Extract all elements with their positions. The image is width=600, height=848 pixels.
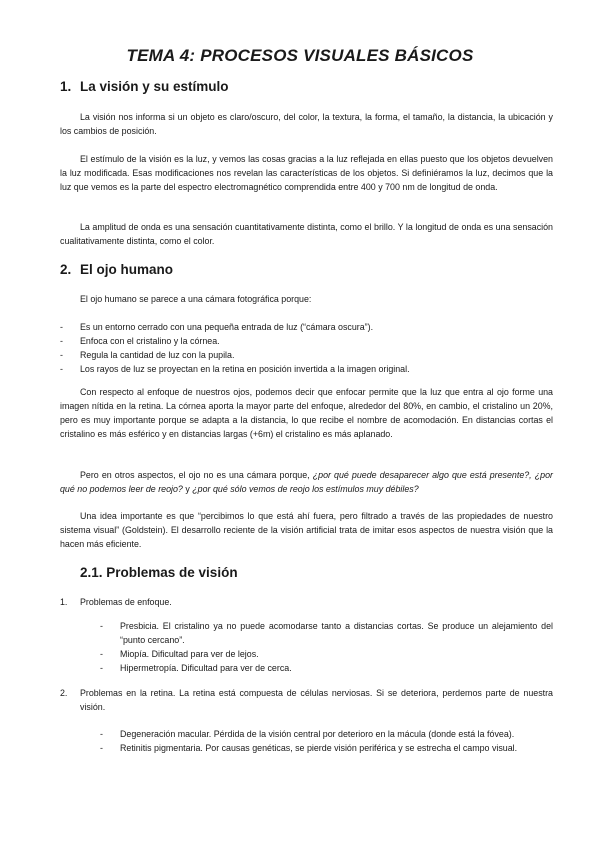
list-item: - Miopía. Dificultad para ver de lejos. <box>100 649 259 659</box>
camera-similarity-list <box>60 320 553 376</box>
list-item: - Degeneración macular. Pérdida de la visión central por deterioro en la mácula (donde está la fóvea). <box>100 729 515 739</box>
list-item: - Regula la cantidad de luz con la pupila. <box>60 350 235 360</box>
list-item: - Presbicia. El cristalino ya no puede acomodarse tanto a distancias cortas. Se produce un alejamiento del “punto cercano”. <box>100 621 553 645</box>
section-2-intro: El ojo humano se parece a una cámara fotográfica porque: <box>80 294 312 304</box>
list-item: - Enfoca con el cristalino y la córnea. <box>60 336 220 346</box>
vision-problem-item-1: 1. Problemas de enfoque. <box>60 597 172 607</box>
list-item: - Retinitis pigmentaria. Por causas genéticas, se pierde visión periférica y se estrecha el campo visual. <box>100 743 518 753</box>
vision-problem-item-2: 2. Problemas en la retina. La retina está compuesta de células nerviosas. Si se deteriora, perdemos parte de nuestra visión. <box>60 688 553 712</box>
retina-problems-list <box>100 727 553 755</box>
section-1-heading <box>60 79 229 94</box>
list-item: - Hipermetropía. Dificultad para ver de cerca. <box>100 663 292 673</box>
section-2-heading <box>60 262 173 277</box>
focus-problems-list <box>100 619 553 675</box>
other-aspects-paragraph: Pero en otros aspectos, el ojo no es una cámara porque, ¿por qué puede desaparecer algo que está presente?, ¿por qué no podemos leer de reojo? y ¿por qué sólo vemos de reojo los estímulos muy débiles? <box>60 470 553 494</box>
section-1-number: 1. <box>60 79 72 94</box>
important-idea-paragraph: Una idea importante es que “percibimos lo que está ahí fuera, pero filtrado a través de las propiedades de nuestro sistema visual” (Goldstein). El desarrollo reciente de la visión artificial trata de imitar esos aspectos de nuestra visión que la hacen más eficiente. <box>60 511 553 549</box>
section-2-1-heading: 2.1. Problemas de visión <box>80 565 238 580</box>
section-2-number: 2. <box>60 262 72 277</box>
page-title: TEMA 4: PROCESOS VISUALES BÁSICOS <box>126 46 474 65</box>
list-item: - Es un entorno cerrado con una pequeña entrada de luz (“cámara oscura”). <box>60 322 374 332</box>
section-1-paragraph-3: La amplitud de onda es una sensación cuantitativamente distinta, como el brillo. Y la longitud de onda es una sensación cualitativamente distinta, como el color. <box>60 222 553 246</box>
focus-paragraph: Con respecto al enfoque de nuestros ojos, podemos decir que enfocar permite que la luz que entra al ojo forme una imagen nítida en la retina. La córnea aporta la mayor parte del enfoque, alrededor del 80%, en cambio, el cristalino un 20%, pero es muy importante porque se adapta a la distancia, lo que recibe el nombre de acomodación. En distancias cortas el cristalino es más esférico y en distancias largas (+6m) el cristalino es más aplanado. <box>60 387 553 439</box>
section-1-paragraph-1: La visión nos informa si un objeto es claro/oscuro, del color, la textura, la forma, el tamaño, la distancia, la ubicación y los cambios de posición. <box>60 112 553 136</box>
list-item: - Los rayos de luz se proyectan en la retina en posición invertida a la imagen original. <box>60 364 410 374</box>
section-2-title: El ojo humano <box>80 262 173 277</box>
section-1-paragraph-2: El estímulo de la visión es la luz, y vemos las cosas gracias a la luz reflejada en ellas puesto que los objetos devuelven la luz modificada. Esas modificaciones nos revelan las características de los objetos. Si definiéramos la luz, decimos que la luz que vemos es la parte del espectro electromagnético comprendida entre 400 y 700 nm de longitud de onda. <box>60 154 553 192</box>
section-1-title: La visión y su estímulo <box>80 79 229 94</box>
